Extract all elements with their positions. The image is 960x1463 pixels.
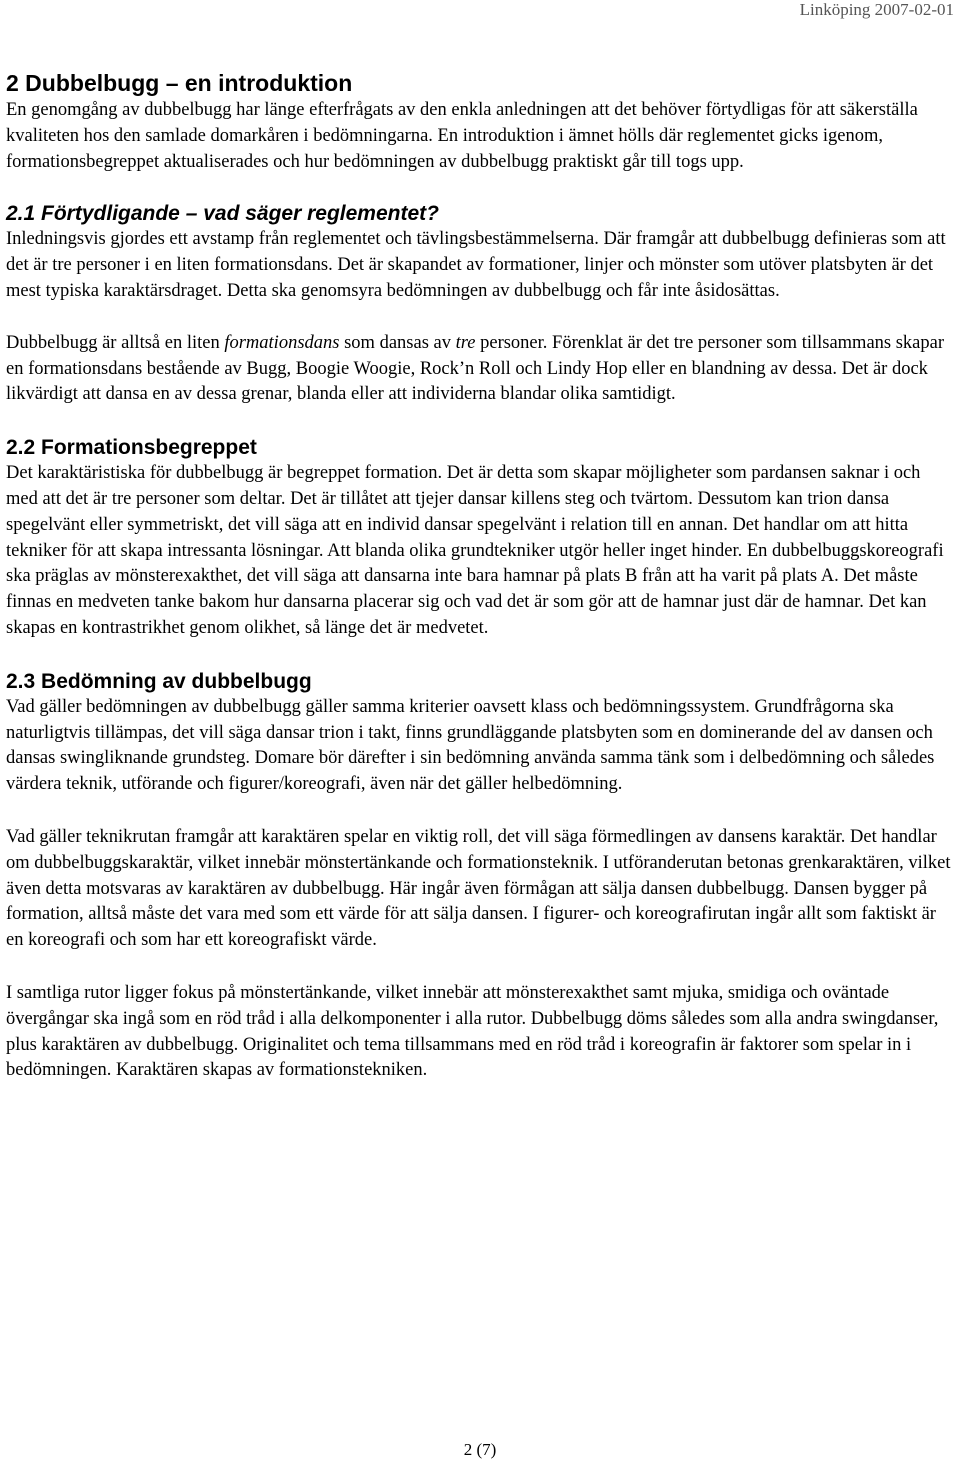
section-2-2-paragraph: Det karaktäristiska för dubbelbugg är begreppet formation. Det är detta som skapar möjligheter som pardansen saknar i och med att det är tre personer som deltar. Det är tillåtet att tjejer dansar killens steg och tvärtom. Dessutom kan trion dansa spegelvänt eller symmetriskt, det vill säga att en individ dansar spegelvänt i relation till en annan. Det handlar om att hitta tekniker för att skapa intressanta lösningar. Att blanda olika grundtekniker utgör heller inget hinder. En dubbelbuggskoreografi ska präglas av mönsterexakthet, det vill säga att dansarna inte bara hamnar på plats B från att ha varit på plats A. Det måste finnas en medveten tanke bakom hur dansarna placerar sig och vad det är som gör att de hamnar just där de hamnar. Det kan skapas en kontrastrikhet genom olikhet, så länge det är medvetet. (6, 463, 944, 638)
text-run: Dubbelbugg är alltså en liten (6, 332, 225, 353)
section-2-3-heading: 2.3 Bedömning av dubbelbugg (6, 669, 312, 693)
section-2-3-paragraph-3: I samtliga rutor ligger fokus på mönstertänkande, vilket innebär att mönsterexakthet samt mjuka, smidiga och oväntade övergångar ska ingå som en röd tråd i alla delkomponenter i alla rutor. Dubbelbugg döms således som alla andra swingdanser, plus karaktären av dubbelbugg. Originalitet och tema tillsammans med en röd tråd i koreografin är faktorer som spelar in i bedömningen. Karaktären skapas av formationstekniken. (6, 982, 939, 1081)
chapter-title: 2 Dubbelbugg – en introduktion (6, 70, 353, 96)
section-2-1-paragraph-2 (6, 331, 951, 408)
page-number: 2 (7) (463, 1440, 497, 1459)
text-run: som dansas av (339, 332, 456, 353)
section-2-1-heading: 2.1 Förtydligande – vad säger reglementet? (6, 202, 439, 226)
text-run: personer. Förenklat är det tre personer som tillsammans skapar en formationsdans bestående av Bugg, Boogie Woogie, Rock’n Roll och Lindy Hop eller en blandning av dessa. Det är dock likvärdigt att dansa en av dessa grenar, blanda eller att individerna blandar olika samtidigt. (6, 332, 945, 405)
page-content (6, 68, 951, 1084)
header-date: Linköping 2007-02-01 (799, 0, 954, 19)
emphasis-formationsdans: formationsdans (224, 332, 340, 353)
emphasis-tre: tre (455, 332, 476, 353)
section-2-2-heading: 2.2 Formationsbegreppet (6, 436, 257, 460)
section-2-1-paragraph-1: Inledningsvis gjordes ett avstamp från reglementet och tävlingsbestämmelserna. Där framgår att dubbelbugg definieras som att det är tre personer i en liten formationsdans. Det är skapandet av formationer, linjer och mönster som utöver platsbyten är det mest typiska karaktärsdraget. Detta ska genomsyra bedömningen av dubbelbugg och får inte åsidosättas. (6, 229, 946, 301)
intro-paragraph: En genomgång av dubbelbugg har länge efterfrågats av den enkla anledningen att det behöver förtydligas för att säkerställa kvaliteten hos den samlade domarkåren i bedömningarna. En introduktion i ämnet hölls där reglementet gicks igenom, formationsbegreppet aktualiserades och hur bedömningen av dubbelbugg praktiskt går till togs upp. (6, 100, 918, 172)
section-2-3-paragraph-1: Vad gäller bedömningen av dubbelbugg gäller samma kriterier oavsett klass och bedömningssystem. Grundfrågorna ska naturligtvis tillämpas, det vill säga dansar trion i takt, finns grundläggande platsbyten som en dominerande del av dansen och dansas swingliknande grundsteg. Domare bör därefter i sin bedömning använda samma tänk som i delbedömning och således värdera teknik, utförande och figurer/koreografi, även när det gäller helbedömning. (6, 696, 935, 795)
section-2-3-paragraph-2: Vad gäller teknikrutan framgår att karaktären spelar en viktig roll, det vill säga förmedlingen av dansens karaktär. Det handlar om dubbelbuggskaraktär, vilket innebär mönstertänkande och formationsteknik. I utföranderutan betonas grenkaraktären, vilket även detta motsvaras av karaktären av dubbelbugg. Här ingår även förmågan att sälja dansen dubbelbugg. Dansen bygger på formation, alltså måste det vara med som ett värde för att sälja dansen. I figurer- och koreografirutan ingår allt som faktiskt är en koreografi och som har ett koreografiskt värde. (6, 826, 951, 951)
